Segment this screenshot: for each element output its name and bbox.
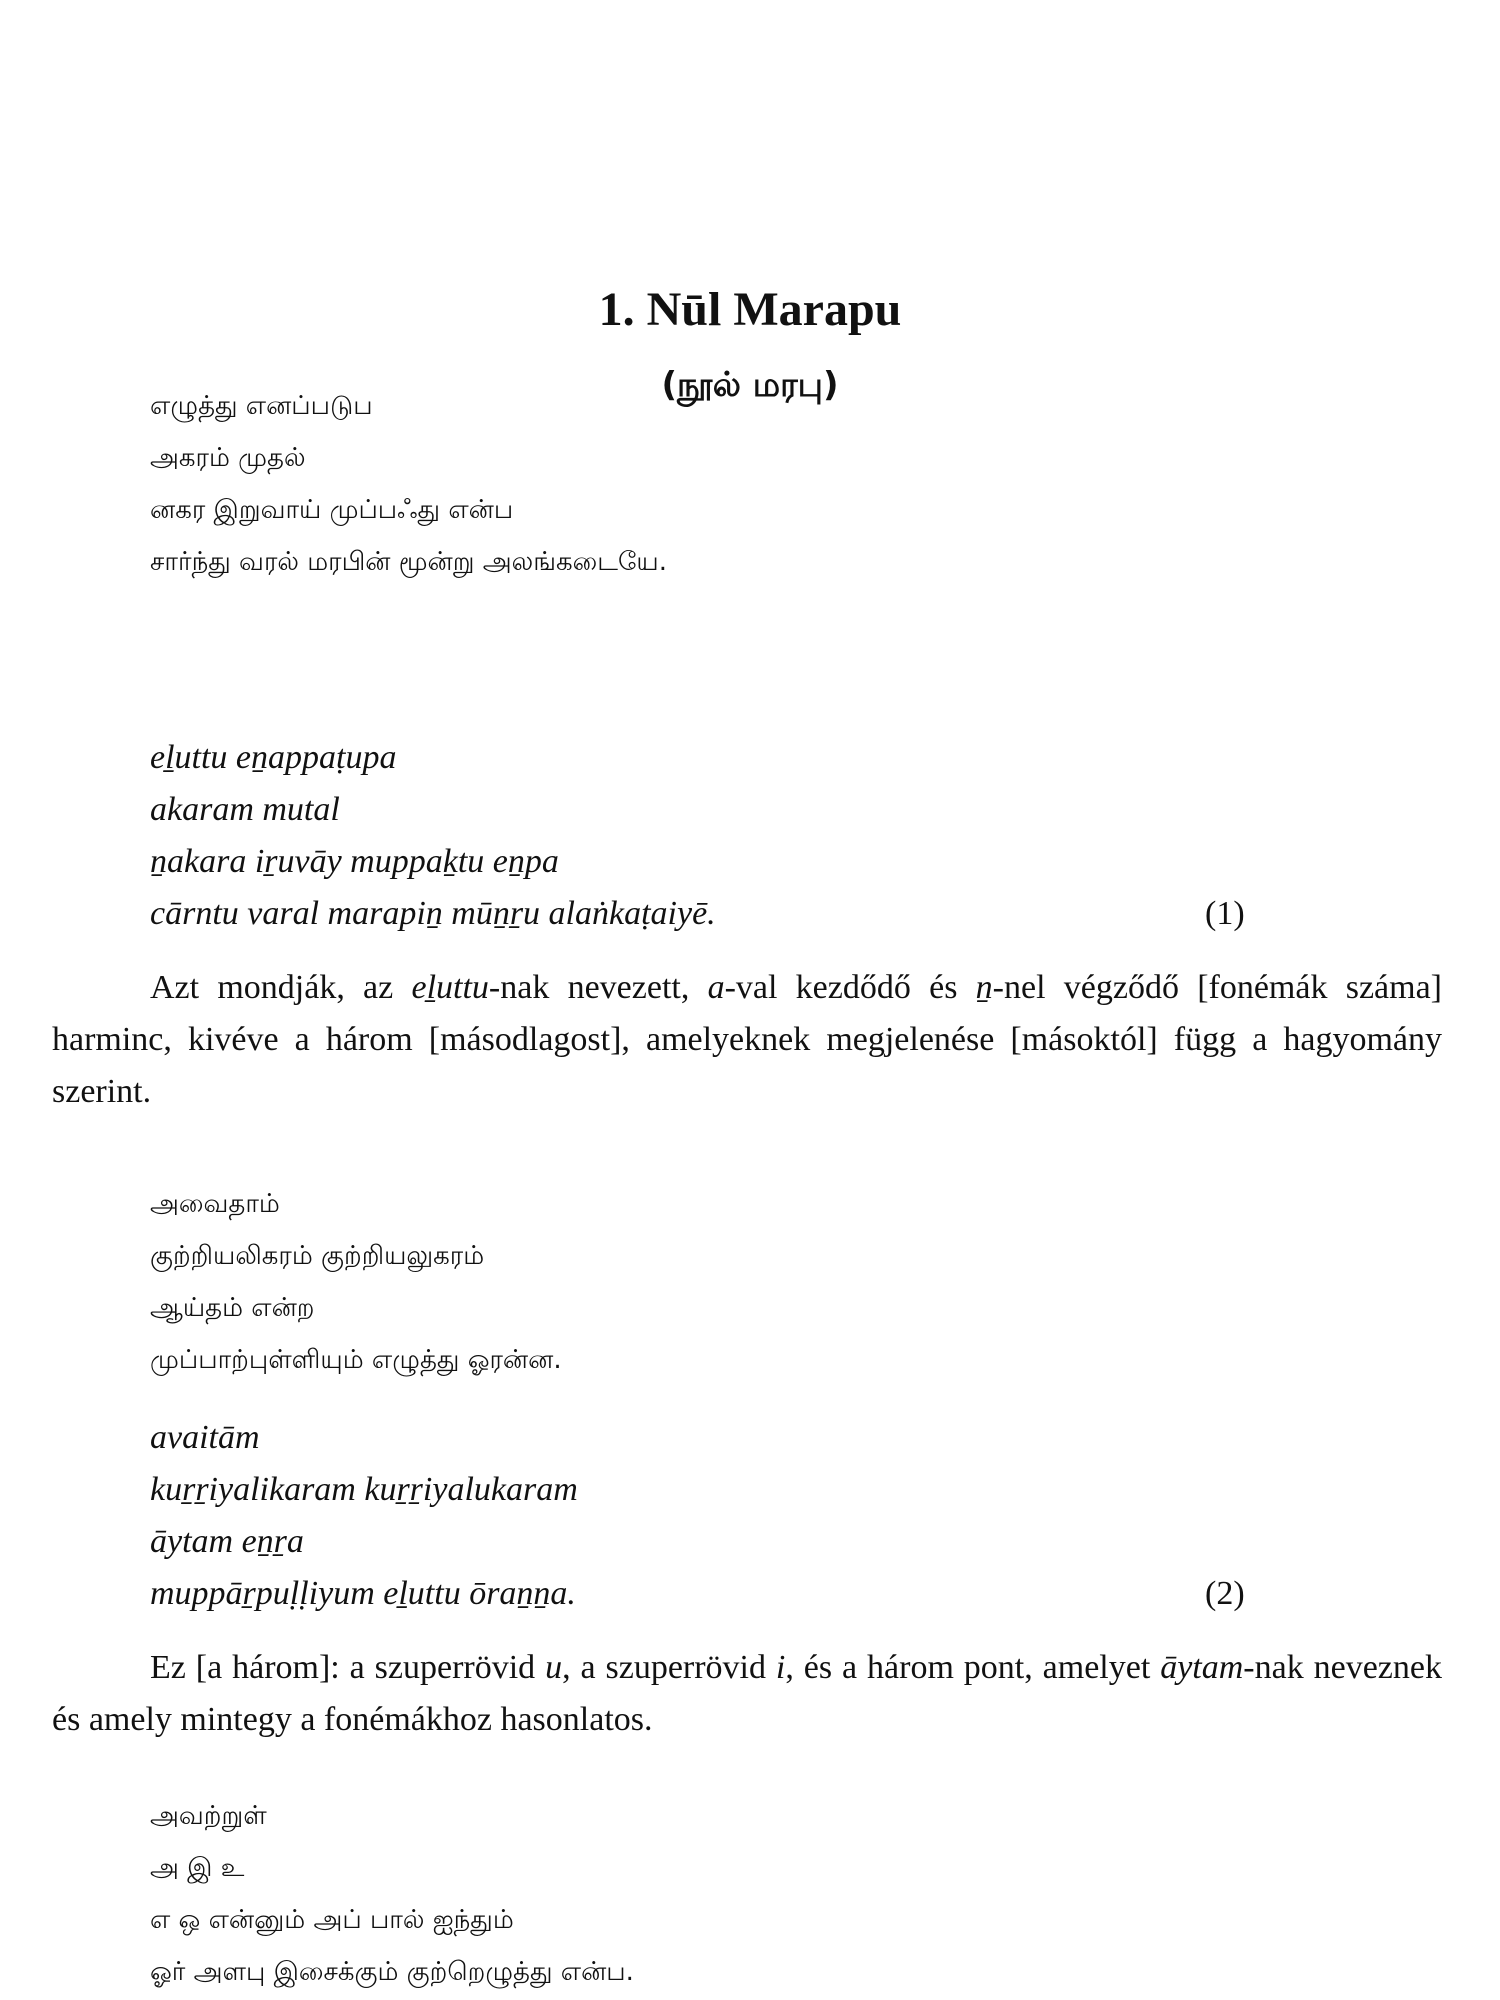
verse-line: ṉakara iṟuvāy muppaḵtu eṉpa [150, 843, 559, 880]
verse-line: kuṟṟiyalikaram kuṟṟiyalukaram [150, 1471, 578, 1508]
verse-line: எழுத்து எனப்படுப [150, 391, 373, 421]
term-italic: a [707, 969, 725, 1006]
verse-line: சார்ந்து வரல் மரபின் மூன்று அலங்கடையே. [150, 547, 667, 577]
verse-line: ஓர் அளபு இசைக்கும் குற்றெழுத்து என்ப. [150, 1957, 634, 1987]
sutra-1-tamil [150, 380, 1350, 588]
sutra-3-tamil [150, 1790, 1350, 1998]
term-italic: eḻuttu [411, 969, 489, 1006]
text-run: -nak nevezett, [488, 969, 708, 1006]
text-run: -nak neveznek és amely mintegy a fonémákhoz hasonlatos. [52, 1649, 1442, 1738]
verse-line: muppāṟpuḷḷiyum eḻuttu ōraṉṉa. [150, 1575, 576, 1612]
sutra-2-tamil [150, 1178, 1350, 1386]
sutra-1-transliteration [150, 732, 1350, 940]
verse-line: cārntu varal marapiṉ mūṉṟu alaṅkaṭaiyē. [150, 895, 716, 932]
text-run: -val kezdődő és [724, 969, 976, 1006]
term-italic: ṉ [975, 969, 993, 1006]
verse-line: eḻuttu eṉappaṭupa [150, 739, 397, 776]
sutra-1-number: (1) [1205, 895, 1245, 932]
chapter-subtitle-tamil: (நூல் மரபு) [661, 365, 839, 405]
text-run: Azt mondják, az [150, 969, 412, 1006]
verse-line: னகர இறுவாய் முப்பஃது என்ப [150, 495, 514, 525]
sutra-2-transliteration [150, 1412, 1350, 1620]
text-run: -nel végződő [fonémák száma] harminc, kivéve a három [másodlagost], amelyeknek megjelenése [másoktól] függ a hagyomány szerint. [52, 969, 1442, 1110]
verse-line: அவைதாம் [150, 1189, 280, 1219]
term-italic: āytam [1160, 1649, 1244, 1686]
verse-line: ஆய்தம் என்ற [150, 1293, 315, 1323]
translation-paragraph-1 [52, 962, 1442, 1118]
verse-line: akaram mutal [150, 791, 340, 828]
verse-line: அவற்றுள் [150, 1801, 267, 1831]
text-run: Ez [a három]: a szuperrövid [150, 1649, 546, 1686]
verse-line: அகரம் முதல் [150, 443, 306, 473]
verse-line: அ இ உ [150, 1853, 245, 1883]
translation-paragraph-2 [52, 1642, 1442, 1746]
chapter-title: 1. Nūl Marapu [598, 283, 902, 336]
term-italic: u [545, 1649, 563, 1686]
text-run: , és a három pont, amelyet [785, 1649, 1161, 1686]
verse-line: avaitām [150, 1419, 260, 1456]
verse-line: முப்பாற்புள்ளியும் எழுத்து ஓரன்ன. [150, 1345, 562, 1375]
sutra-2-number: (2) [1205, 1575, 1245, 1612]
verse-line: āytam eṉṟa [150, 1523, 304, 1560]
verse-line: குற்றியலிகரம் குற்றியலுகரம் [150, 1241, 485, 1271]
term-italic: i [775, 1649, 786, 1686]
verse-line: எ ஒ என்னும் அப் பால் ஐந்தும் [150, 1905, 514, 1935]
text-run: , a szuperrövid [562, 1649, 776, 1686]
